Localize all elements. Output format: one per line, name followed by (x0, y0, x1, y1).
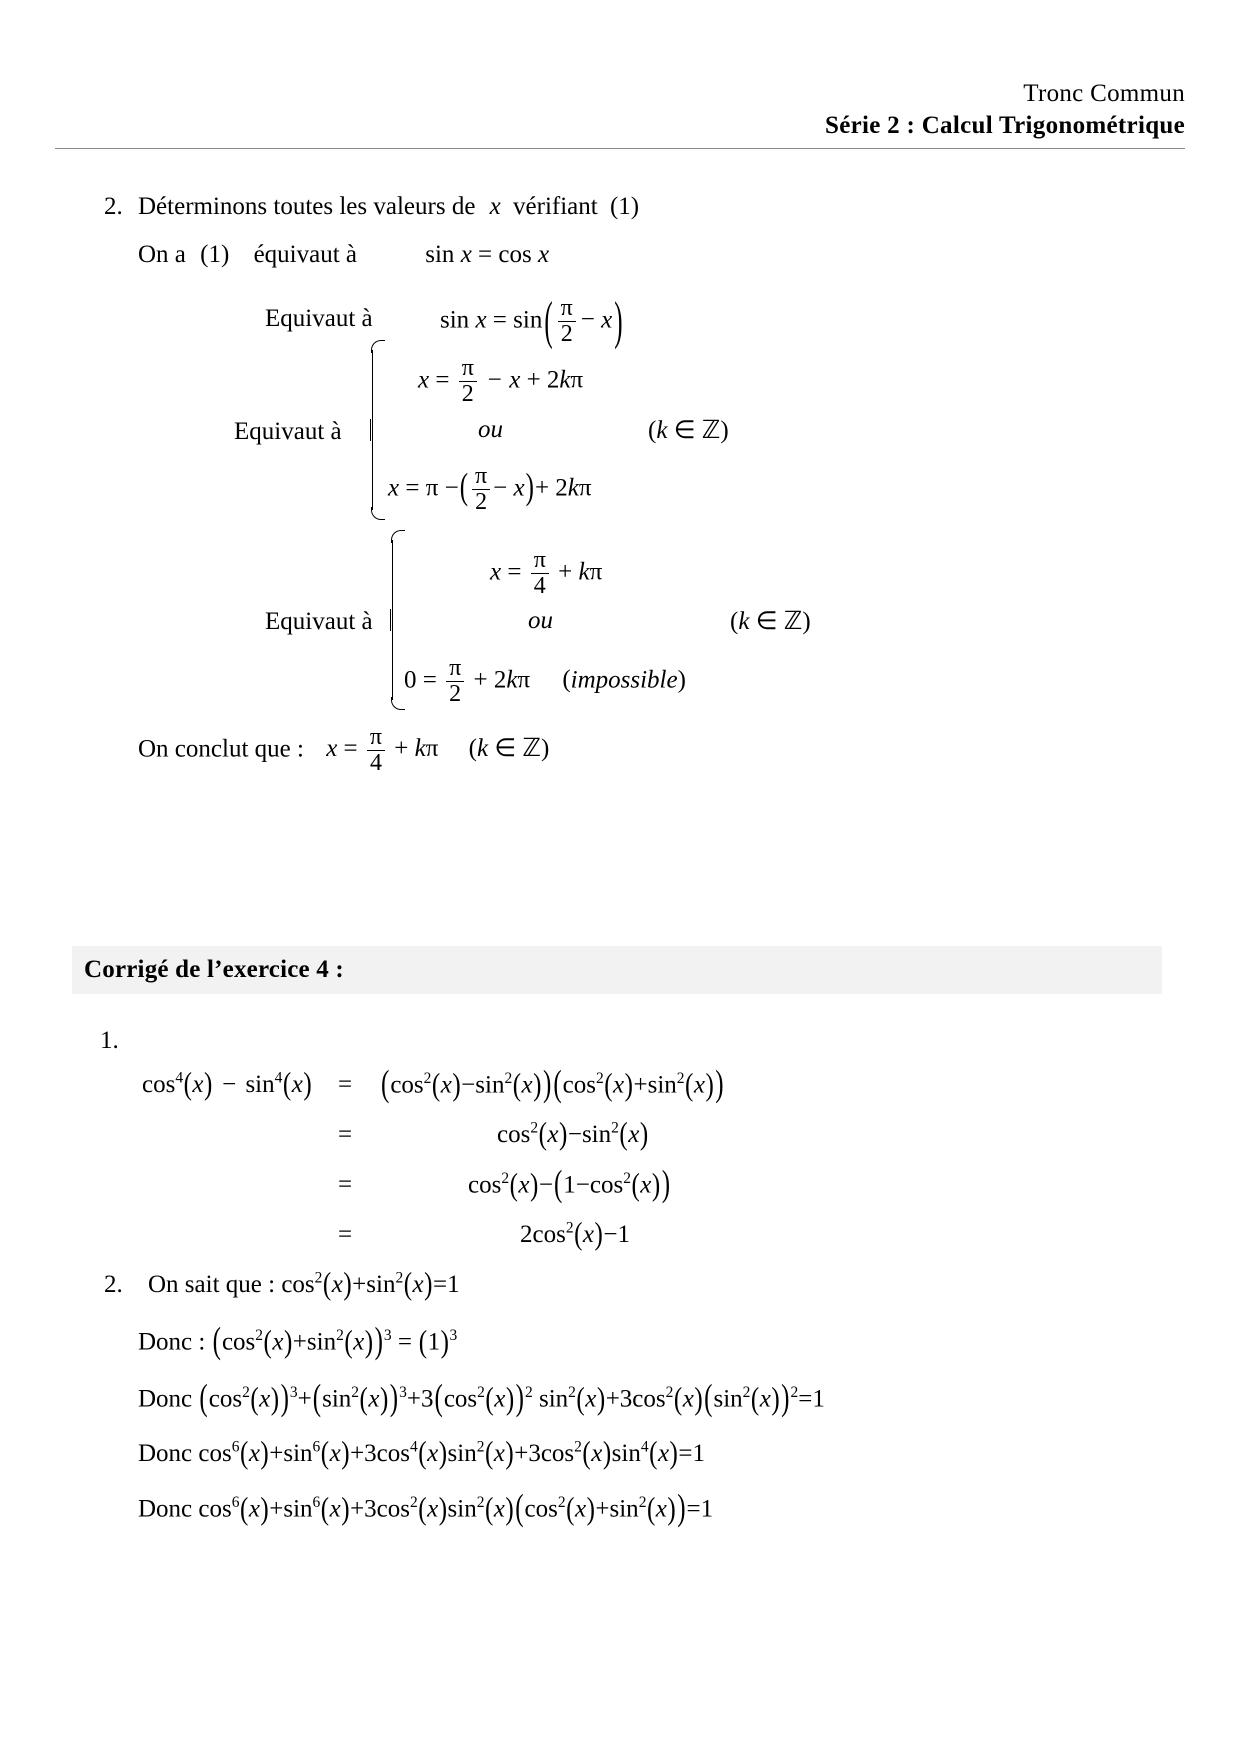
equivaut-label-1: Equivaut à (265, 305, 373, 332)
statement-suffix: vérifiant (513, 193, 598, 220)
system1-ou (478, 413, 503, 447)
on-a-label: On a (138, 241, 186, 268)
ex4-q1-line-1-rhs: $(\cos^2(x)-\sin^2(x))(\cos^2(x)+\sin^2(x))$ (381, 1064, 724, 1105)
ex4-q2-line-4: Donc $\cos^6(x)+\sin^6(x)+3\cos^2(x)\sin^2(x)(\cos^2(x)+\sin^2(x))=1$ (138, 1488, 714, 1529)
question-2-marker: 2. (104, 193, 123, 220)
ex4-q1-eq-1: = (338, 1071, 353, 1098)
ex4-q1-eq-4: = (338, 1221, 353, 1248)
page-header (55, 78, 1185, 142)
conclusion-condition: (k ∈ ℤ) (468, 733, 550, 763)
equation-sin-shift: sin x = sin( $\frac{\pi}{2}$ − x) (440, 293, 623, 351)
system2-ou (528, 604, 553, 638)
on-a-equiv: équivaut à (253, 241, 357, 268)
ex4-item-2-marker: 2. (104, 1271, 123, 1298)
equation-sin-cos: sin x = cos x (425, 241, 550, 268)
impossible-note: impossible (570, 666, 678, 694)
line-on-a (138, 238, 549, 272)
ex4-q1-line-1-lhs: $\cos^4(x) - \sin^4(x)$ (142, 1067, 312, 1102)
conclusion-label: On conclut que : (138, 735, 304, 763)
equivaut-label-3: Equivaut à (265, 608, 373, 635)
statement-prefix: Déterminons toutes les valeurs de (138, 193, 476, 220)
header-line-2: Série 2 : Calcul Trigonométrique (824, 112, 1185, 139)
system2-case-2: 0 = $\frac{\pi}{2}$ + 2kπ (impossible) (404, 655, 686, 708)
ex4-q2-line-3: Donc $\cos^6(x)+\sin^6(x)+3\cos^4(x)\sin^2(x)+3\cos^2(x)\sin^4(x)=1$ (138, 1436, 705, 1471)
conclusion-line (138, 725, 549, 776)
ex4-q1-line-3-rhs: $\cos^2(x)-(1-\cos^2(x))$ (468, 1164, 671, 1205)
ex4-item-1-marker: 1. (100, 1027, 119, 1054)
ex4-q1-line-4-rhs: $2\cos^2(x)-1$ (520, 1217, 630, 1252)
system1-condition: (k ∈ ℤ) (648, 415, 729, 444)
ex4-q1-eq-3: = (338, 1171, 353, 1198)
ou-label-2: ou (528, 607, 553, 634)
ex4-q1-eq-2: = (338, 1121, 353, 1148)
system1-case-1: x = $\frac{\pi}{2}$ − x + 2kπ (418, 355, 584, 408)
question-2-statement (138, 190, 639, 224)
system1-case-2: x = π −( $\frac{\pi}{2}$ − x)+ 2kπ (388, 463, 592, 516)
equivaut-label-2: Equivaut à (234, 418, 342, 445)
system2-case-1: x = $\frac{\pi}{4}$ + kπ (490, 547, 603, 600)
ex4-q2-intro: On sait que : $\cos^2(x)+\sin^2(x)=1$ (148, 1267, 460, 1302)
on-a-ref: (1) (200, 241, 230, 268)
exercise-4-banner (72, 946, 1162, 994)
conclusion-equation: x = $\frac{\pi}{4}$ + kπ (326, 724, 445, 777)
statement-ref: (1) (609, 193, 640, 220)
header-divider (55, 148, 1185, 149)
statement-variable: x (489, 193, 501, 220)
header-line-1: Tronc Commun (1023, 80, 1185, 107)
system2-condition: (k ∈ ℤ) (730, 606, 811, 635)
ex4-q2-line-2: Donc $(\cos^2(x))^3+(\sin^2(x))^3+3(\cos^2(x))^2$ $\sin^2(x)+3\cos^2(x)(\sin^2(x))^2=1$ (138, 1378, 825, 1419)
exercise-4-title: Corrigé de l’exercice 4 : (84, 956, 344, 983)
ou-label-1: ou (478, 416, 503, 443)
ex4-q1-line-2-rhs: $\cos^2(x)-\sin^2(x)$ (497, 1117, 649, 1152)
ex4-q2-line-1: Donc : $(\cos^2(x)+\sin^2(x))^3 = (1)^3$ (138, 1321, 458, 1362)
